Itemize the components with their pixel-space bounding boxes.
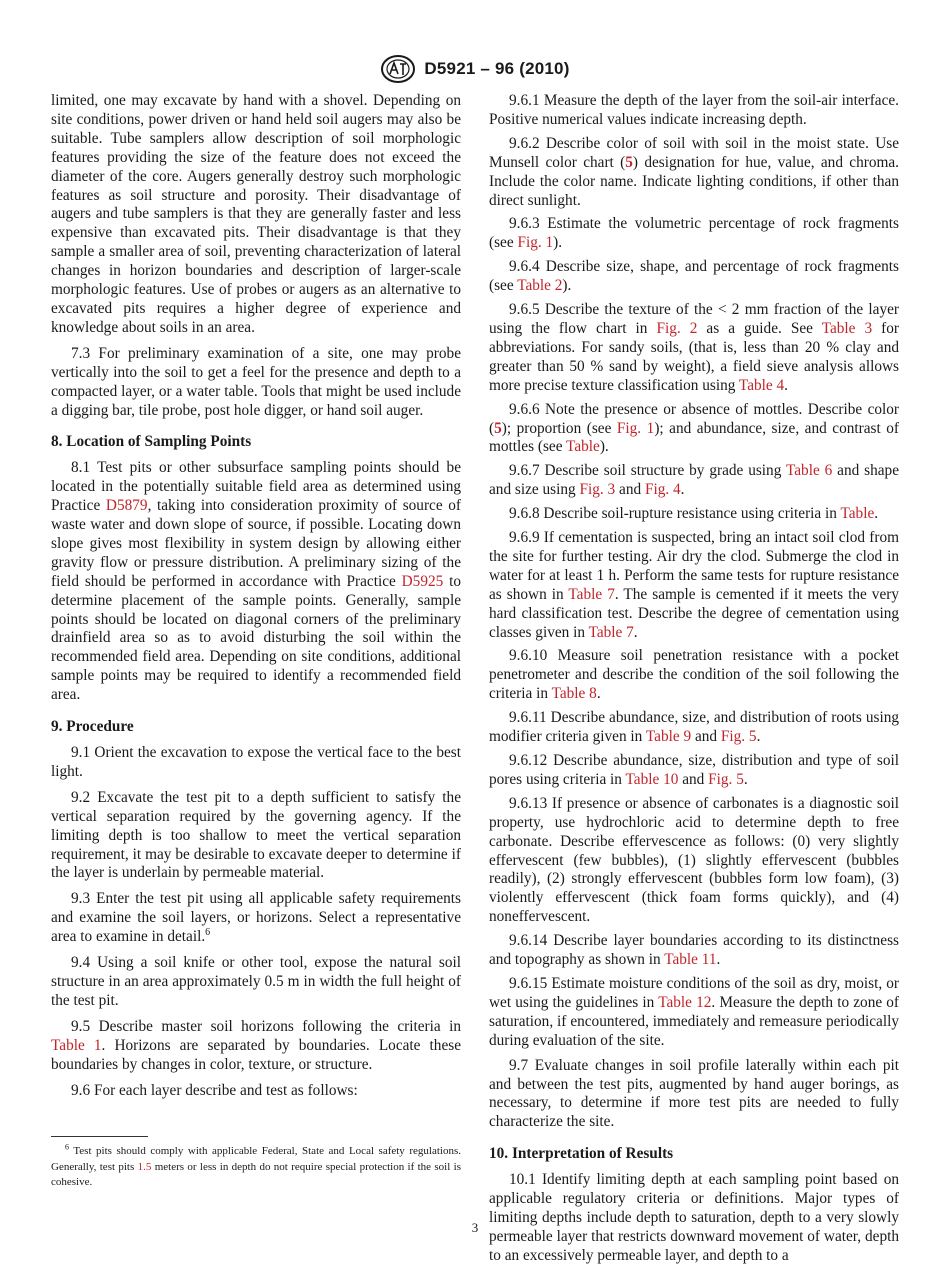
page-number: 3 <box>471 1220 479 1235</box>
paragraph-9-6-11: 9.6.11 Describe abundance, size, and distribution of roots using modifier criteria given in Table 9 and Fig. 5. <box>489 709 899 746</box>
paragraph-9-6: 9.6 For each layer describe and test as follows: <box>71 1081 358 1099</box>
paragraph-8-1: 8.1 Test pits or other subsurface sampling points should be located in the potentially suitable field area as determined using Practice D5879, taking into consideration proximity of source of waste water and down slope of source, if possible. Locating down slope gives most flexibility in system design by allowing either gravity flow or pressure distribution. A preliminary sizing of the field should be performed in accordance with Practice D5925 to determine placement of the sample points. Generally, sample points should be located on diagonal corners of the preliminary drainfield area so as to avoid disturbing the soil within the recommended field area. Depending on site conditions, additional sample points may be required to identify a recommended field area. <box>51 459 461 704</box>
ref-fig-1-link[interactable]: Fig. 1 <box>616 419 655 437</box>
paragraph-9-6-9: 9.6.9 If cementation is suspected, bring an intact soil clod from the site for further testing. Air dry the clod. Submerge the clod in water for at least 1 h. Perform the same tests for rupture resistance as shown in Table 7. The sample is cemented if it meets the very hard classification test. Describe the degree of cementation using classes given in Table 7. <box>489 529 899 641</box>
ref-d5925-link[interactable]: D5925 <box>401 572 444 590</box>
paragraph-9-6-6: 9.6.6 Note the presence or absence of mottles. Describe color (5); proportion (see Fig. 1); and abundance, size, and contrast of mottles (see Table). <box>489 400 899 456</box>
paragraph-9-6-5: 9.6.5 Describe the texture of the < 2 mm fraction of the layer using the flow chart in Fig. 2 as a guide. See Table 3 for abbreviations. For sandy soils, (that is, less than 20 % clay and greater than 50 % sand by weight), a field sieve analysis allows more precise texture classification using Table 4. <box>489 301 899 394</box>
paragraph-9-6-1: 9.6.1 Measure the depth of the layer from the soil-air interface. Positive numerical values indicate increasing depth. <box>489 92 899 128</box>
footnote-rule <box>51 1136 148 1137</box>
paragraph-9-3: 9.3 Enter the test pit using all applicable safety requirements and examine the soil layers, or horizons. Select a representative area to examine in detail.$^6$ <box>51 890 461 946</box>
ref-table-11-link[interactable]: Table 11 <box>664 951 717 969</box>
astm-logo-icon <box>380 54 416 84</box>
paragraph-7-2-continued: limited, one may excavate by hand with a shovel. Depending on site conditions, power driven or hand held soil augers may also be suitable. Tube samplers allow description of soil morphologic features providing the size of the feature does not exceed the diameter of the core. Augers generally destroy such morphologic features as soil structure and porosity. Their disadvantage of augers and tube samplers is that they are generally faster and less expensive than excavated pits. Their disadvantage is that they sample a smaller area of soil, preventing characterization of lateral changes in horizon boundaries and description of larger-scale morphologic features. Use of probes or augers as an alternative to excavated pits requires a higher degree of experience and knowledge about soils in an area. <box>51 92 461 336</box>
ref-table-link[interactable]: Table <box>566 438 600 456</box>
ref-table-7-link[interactable]: Table 7 <box>588 623 634 641</box>
footnote-marker-6[interactable]: 6 <box>205 927 211 939</box>
ref-fig-5-link[interactable]: Fig. 5 <box>708 770 744 788</box>
ref-table-7-link[interactable]: Table 7 <box>568 585 615 603</box>
footnote-6: $^6$ Test pits should comply with applicable Federal, State and Local safety regulations. Generally, test pits 1.5 meters or less in depth do not require special protection if the soil is cohesive. <box>51 1142 461 1188</box>
paragraph-9-6-2: 9.6.2 Describe color of soil with soil in the moist state. Use Munsell color chart (5) designation for hue, value, and chroma. Include the color name. Indicate lighting conditions, if other than direct sunlight. <box>489 134 899 209</box>
ref-fig-5-link[interactable]: Fig. 5 <box>720 728 757 746</box>
ref-5-link[interactable]: 5 <box>625 153 633 171</box>
paragraph-9-5: 9.5 Describe master soil horizons following the criteria in Table 1. Horizons are separated by boundaries. Locate these boundaries by changes in color, texture, or structure. <box>51 1017 461 1073</box>
left-column <box>51 92 461 1107</box>
paragraph-9-7: 9.7 Evaluate changes in soil profile laterally within each pit and between the test pits, augmented by hand auger borings, as necessary, to determine if more test pits are needed to fully characterize the site. <box>489 1056 899 1131</box>
paragraph-9-2: 9.2 Excavate the test pit to a depth sufficient to satisfy the vertical separation required by the governing agency. If the limiting depth is too shallow to meet the vertical separation requirement, it may be desirable to excavate deeper to determine if the layer is underlain by permeable material. <box>51 788 461 882</box>
ref-table-2-link[interactable]: Table 2 <box>517 277 563 295</box>
ref-table-link[interactable]: Table <box>840 505 875 523</box>
right-column <box>489 92 899 1271</box>
ref-table-1-link[interactable]: Table 1 <box>51 1036 102 1054</box>
document-id: D5921 – 96 (2010) <box>424 59 570 78</box>
section-9-heading: 9. Procedure <box>51 718 134 736</box>
ref-table-10-link[interactable]: Table 10 <box>625 770 679 788</box>
ref-table-8-link[interactable]: Table 8 <box>551 685 597 703</box>
ref-table-12-link[interactable]: Table 12 <box>658 993 712 1011</box>
ref-fig-1-link[interactable]: Fig. 1 <box>517 234 554 252</box>
page-header <box>0 52 950 86</box>
paragraph-9-6-3: 9.6.3 Estimate the volumetric percentage of rock fragments (see Fig. 1). <box>489 215 899 252</box>
paragraph-9-6-15: 9.6.15 Estimate moisture conditions of the soil as dry, moist, or wet using the guidelines in Table 12. Measure the depth to zone of saturation, if encountered, immediately and remeasure periodically during evaluation of the site. <box>489 974 900 1049</box>
ref-5-link[interactable]: 5 <box>494 419 502 437</box>
paragraph-10-1: 10.1 Identify limiting depth at each sampling point based on applicable regulatory criteria or definitions. Major types of limiting depths include depth to saturation, depth to a very slowly permeable layer that restricts downward movement of water, depth to an excessively permeable layer, and depth to a <box>489 1171 899 1264</box>
ref-fig-3-link[interactable]: Fig. 3 <box>579 481 616 499</box>
ref-table-3-link[interactable]: Table 3 <box>821 319 873 337</box>
section-10-heading: 10. Interpretation of Results <box>489 1145 674 1163</box>
section-8-heading: 8. Location of Sampling Points <box>51 433 252 451</box>
ref-fig-4-link[interactable]: Fig. 4 <box>644 481 681 499</box>
paragraph-9-6-12: 9.6.12 Describe abundance, size, distribution and type of soil pores using criteria in Table 10 and Fig. 5. <box>489 752 899 788</box>
ref-d5879-link[interactable]: D5879 <box>105 497 148 515</box>
ref-table-6-link[interactable]: Table 6 <box>785 462 833 480</box>
ref-table-9-link[interactable]: Table 9 <box>645 728 692 746</box>
paragraph-9-6-4: 9.6.4 Describe size, shape, and percentage of rock fragments (see Table 2). <box>489 258 899 295</box>
ref-table-4-link[interactable]: Table 4 <box>738 376 785 394</box>
paragraph-9-6-13: 9.6.13 If presence or absence of carbonates is a diagnostic soil property, use hydrochloric acid to determine depth to free carbonate. Describe effervescence as follows: (0) very slightly effervescent (few bubbles), (1) slightly effervescent (bubbles readily), (2) strongly effervescent (bubbles form low foam), (3) violently effervescent (thick foam forms quickly), and (4) noneffervescent. <box>489 794 899 926</box>
paragraph-9-4: 9.4 Using a soil knife or other tool, expose the natural soil structure in an area approximately 0.5 m in width the full height of the test pit. <box>51 954 461 1009</box>
paragraph-9-6-14: 9.6.14 Describe layer boundaries according to its distinctness and topography as shown in Table 11. <box>489 932 899 969</box>
paragraph-9-6-10: 9.6.10 Measure soil penetration resistance with a pocket penetrometer and describe the condition of the soil following the criteria in Table 8. <box>489 647 899 703</box>
paragraph-9-6-7: 9.6.7 Describe soil structure by grade using Table 6 and shape and size using Fig. 3 and Fig. 4. <box>489 462 899 499</box>
paragraph-7-3: 7.3 For preliminary examination of a site, one may probe vertically into the soil to get a feel for the presence and depth to a compacted layer, or a water table. Tools that might be used include a digging bar, tile probe, post hole digger, or hand soil auger. <box>51 344 461 419</box>
ref-fig-2-link[interactable]: Fig. 2 <box>656 319 698 337</box>
ref-1-5-link[interactable]: 1.5 <box>137 1160 152 1173</box>
paragraph-9-6-8: 9.6.8 Describe soil-rupture resistance using criteria in Table. <box>509 505 879 523</box>
paragraph-9-1: 9.1 Orient the excavation to expose the vertical face to the best light. <box>51 744 461 780</box>
